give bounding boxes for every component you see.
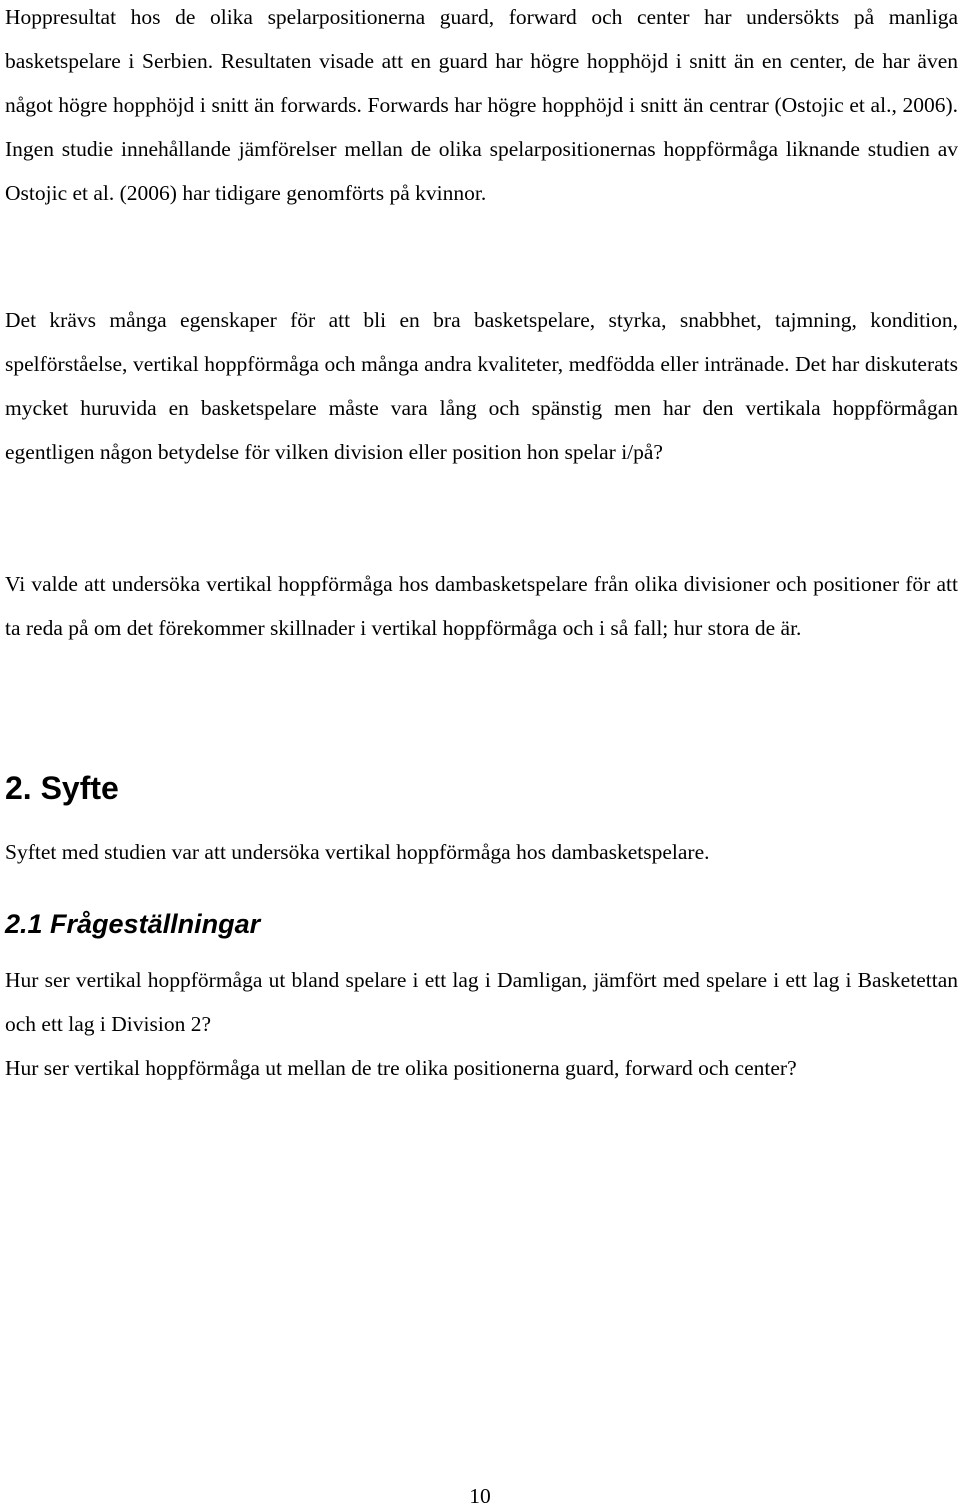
paragraph-syfte: Syftet med studien var att undersöka vertikal hoppförmåga hos dambasketspelare. — [5, 840, 710, 864]
paragraph-undersokning: Vi valde att undersöka vertikal hoppförmåga hos dambasketspelare från olika divisioner och positioner för att ta reda på om det förekommer skillnader i vertikal hoppförmåga och i så fall; hur stora de är. — [5, 572, 958, 640]
subsection-heading-fragestallningar: 2.1 Frågeställningar — [5, 909, 261, 939]
paragraph-hoppresultat: Hoppresultat hos de olika spelarpositionerna guard, forward och center har undersökts på manliga basketspelare i Serbien. Resultaten visade att en guard har högre hopphöjd i snitt än en center, de har även något högre hopphöjd i snitt än forwards. Forwards har högre hopphöjd i snitt än centrar (Ostojic et al., 2006). Ingen studie innehållande jämförelser mellan de olika spelarpositionernas hoppförmåga liknande studien av Ostojic et al. (2006) har tidigare genomförts på kvinnor. — [5, 5, 958, 205]
question-divisions: Hur ser vertikal hoppförmåga ut bland spelare i ett lag i Damligan, jämfört med spelare i ett lag i Basketettan och ett lag i Division 2? — [5, 968, 958, 1036]
question-positions: Hur ser vertikal hoppförmåga ut mellan de tre olika positionerna guard, forward och center? — [5, 1056, 797, 1080]
paragraph-egenskaper: Det krävs många egenskaper för att bli en bra basketspelare, styrka, snabbhet, tajmning, kondition, spelförståelse, vertikal hoppförmåga och många andra kvaliteter, medfödda eller intränade. Det har diskuterats mycket huruvida en basketspelare måste vara lång och spänstig men har den vertikala hoppförmågan egentligen någon betydelse för vilken division eller position hon spelar i/på? — [5, 308, 958, 464]
section-heading-syfte: 2. Syfte — [5, 770, 119, 806]
page-number: 10 — [469, 1484, 491, 1508]
